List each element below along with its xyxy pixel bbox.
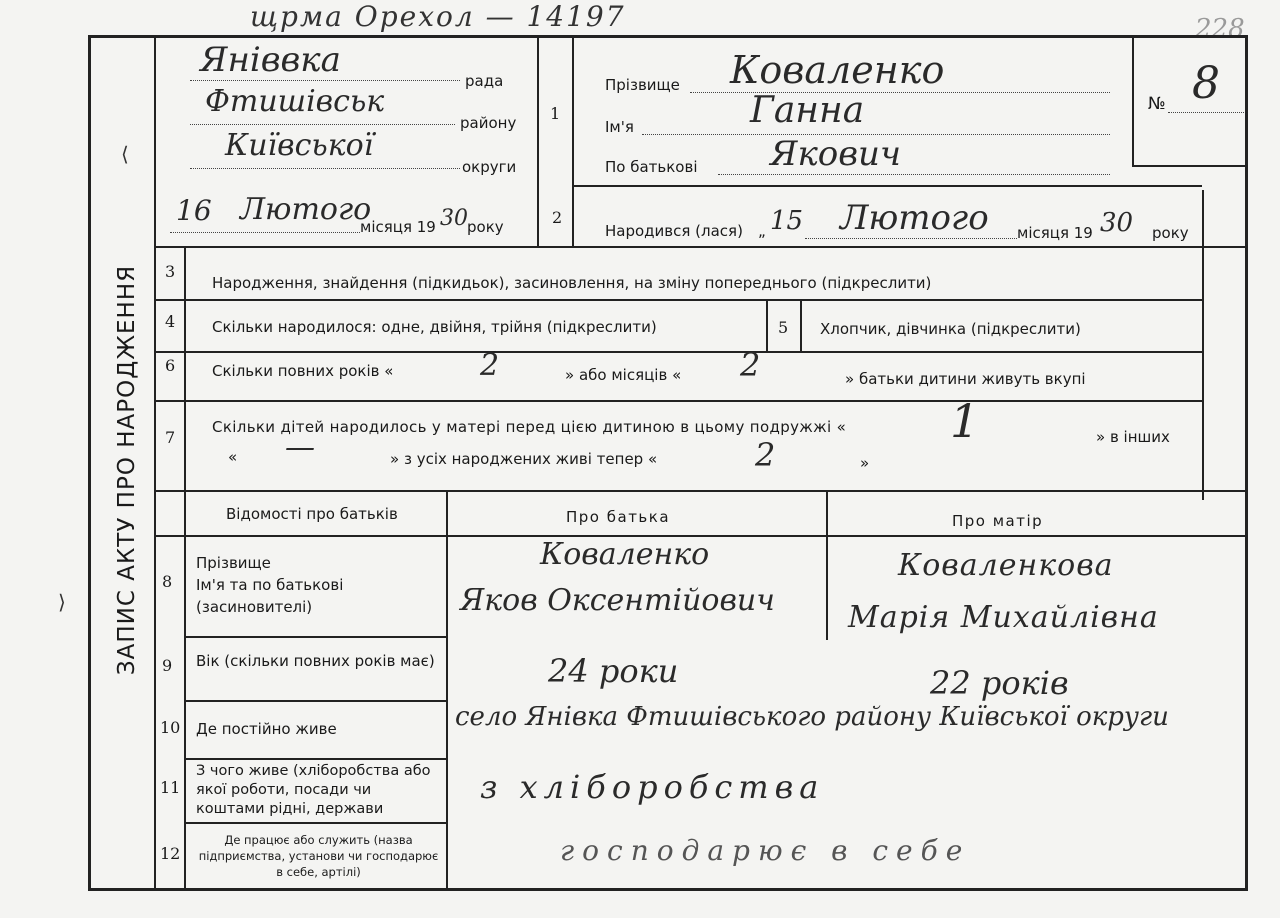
- event-type-text: Народження, знайдення (підкидьок), засиновлення, на зміну попереднього (підкреслити): [212, 274, 932, 292]
- children-alive-value: 2: [755, 436, 776, 474]
- record-number-value: 8: [1192, 58, 1220, 109]
- underline: [170, 232, 360, 233]
- page-number: 228: [1195, 14, 1245, 44]
- years-together-value: 2: [480, 348, 500, 383]
- months-together-value: 2: [740, 346, 761, 384]
- year-label: року: [467, 218, 504, 236]
- divider: [156, 246, 1248, 248]
- okruha-label: округи: [462, 158, 517, 176]
- mother-age: 22 років: [930, 664, 1069, 702]
- row7-line1-a: Скільки дітей народилось у матері перед цією дитиною в цьому подружжі «: [212, 418, 847, 436]
- row-number: 12: [160, 844, 181, 863]
- divider: [572, 38, 574, 246]
- divider: [766, 299, 768, 351]
- born-month-label: місяця 19: [1017, 224, 1093, 242]
- margin-mark: ⟩: [58, 590, 66, 614]
- children-other-value: —: [285, 430, 315, 465]
- raion-label: району: [460, 114, 517, 132]
- workplace-label: Де працює або служить (назва підприємства, установи чи господарює в себе, артілі): [198, 833, 439, 879]
- divider: [156, 299, 1202, 301]
- row7-line2-b: » з усіх народжених живі тепер «: [390, 450, 658, 468]
- multiplicity-text: Скільки народилося: одне, двійня, трійня (підкреслити): [212, 318, 657, 336]
- divider: [1132, 38, 1134, 166]
- row-number: 5: [778, 318, 789, 337]
- header-father: Про батька: [566, 508, 671, 526]
- row-number: 8: [162, 572, 173, 591]
- vertical-title: ЗАПИС АКТУ ПРО НАРОДЖЕННЯ: [114, 264, 140, 676]
- name-label: Ім'я: [605, 118, 634, 136]
- divider: [184, 758, 446, 760]
- underline: [190, 168, 460, 169]
- divider: [1132, 165, 1248, 167]
- income-value: з хліборобства: [480, 768, 825, 806]
- row-number: 10: [160, 718, 181, 737]
- underline: [1168, 112, 1244, 113]
- row-number: 7: [165, 428, 176, 447]
- header-mother: Про матір: [952, 512, 1044, 530]
- born-year-label: року: [1152, 224, 1189, 242]
- row6-label-a: Скільки повних років «: [212, 362, 394, 380]
- section-number: 2: [552, 208, 563, 227]
- divider: [537, 38, 539, 246]
- divider: [1202, 190, 1204, 500]
- row-number: 3: [165, 262, 176, 281]
- month-value: Лютого: [240, 192, 372, 227]
- underline: [190, 80, 460, 81]
- divider: [572, 185, 1202, 187]
- section-number: 1: [550, 104, 561, 123]
- row6-label-b: » або місяців «: [565, 366, 682, 384]
- workplace-value: господарює в себе: [560, 834, 971, 867]
- record-number-label: №: [1148, 94, 1166, 114]
- father-name: Коваленко Яков Оксентійович: [460, 537, 775, 618]
- income-label: З чого живе (хліборобства або якої роботи, посади чи коштами рідні, держави: [196, 763, 431, 817]
- row-number: 6: [165, 356, 176, 375]
- row-number: 4: [165, 312, 176, 331]
- year-value: 30: [440, 206, 468, 231]
- raion-value: Фтишівськ: [205, 84, 385, 119]
- names-label: Прізвище Ім'я та по батькові (засиновителі): [196, 554, 344, 616]
- okruha-value: Київської: [225, 128, 374, 163]
- born-day-value: 15: [770, 206, 804, 236]
- divider: [156, 490, 1248, 492]
- day-value: 16: [176, 194, 212, 227]
- age-label: Вік (скільки повних років має): [196, 652, 435, 670]
- born-year-value: 30: [1100, 208, 1134, 238]
- row7-line2-a: «: [228, 448, 238, 466]
- sex-text: Хлопчик, дівчинка (підкреслити): [820, 320, 1081, 338]
- rada-value: Яніввка: [200, 40, 341, 80]
- header-scrawl: щрма Орехол — 14197: [250, 0, 626, 33]
- divider: [184, 636, 446, 638]
- name-value: Ганна: [750, 90, 865, 131]
- underline: [190, 124, 455, 125]
- divider: [184, 822, 446, 824]
- divider: [184, 246, 186, 891]
- row6-label-c: » батьки дитини живуть вкупі: [845, 370, 1086, 388]
- born-month-value: Лютого: [840, 198, 989, 238]
- divider: [446, 490, 448, 891]
- margin-mark: ⟨: [121, 142, 129, 166]
- mother-name: Коваленкова Марія Михайлівна: [848, 548, 1159, 635]
- children-this-marriage-value: 1: [950, 394, 980, 448]
- row7-line1-b: » в інших: [1096, 428, 1170, 446]
- divider: [826, 490, 828, 640]
- surname-label: Прізвище: [605, 76, 680, 94]
- divider: [156, 351, 1202, 353]
- row-number: 9: [162, 656, 173, 675]
- divider: [156, 400, 1202, 402]
- divider: [184, 700, 446, 702]
- patronymic-label: По батькові: [605, 158, 698, 176]
- quote-open: „: [758, 222, 766, 240]
- header-info: Відомості про батьків: [226, 505, 398, 523]
- month-label: місяця 19: [360, 218, 436, 236]
- patronymic-value: Якович: [770, 134, 902, 174]
- residence-label: Де постійно живе: [196, 720, 337, 738]
- rada-label: рада: [465, 72, 504, 90]
- surname-value: Коваленко: [730, 48, 945, 92]
- row-number: 11: [160, 778, 181, 797]
- underline: [718, 174, 1110, 175]
- divider: [800, 299, 802, 351]
- underline: [805, 238, 1017, 239]
- born-label: Народився (лася): [605, 222, 743, 240]
- row7-line2-c: »: [860, 454, 870, 472]
- father-age: 24 роки: [548, 652, 679, 690]
- residence-value: село Янівка Фтишівського району Київської округи: [455, 702, 1169, 732]
